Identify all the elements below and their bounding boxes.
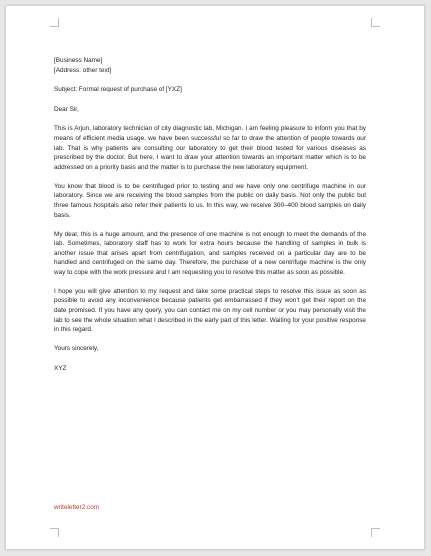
paragraph-4: I hope you will give attention to my request and take some practical steps to resolve this issue as soon as possible to avoid any inconvenience because patients get embarrassed if they won’t get their report on the date promised. If you have any query, you can contact me on my cell number or you may personally visit the lab to see the whole situation what I described in the early part of this letter. Waiting for your positive response in this regard. bbox=[54, 287, 366, 334]
salutation: Dear Sir, bbox=[54, 105, 79, 113]
letter-body bbox=[54, 56, 366, 373]
sender-address: [Address: other text] bbox=[54, 66, 112, 74]
corner-mark bbox=[50, 528, 59, 537]
closing: Yours sincerely, bbox=[54, 345, 99, 353]
paragraph-1: This is Arjun, laboratory technician of city diagnostic lab, Michigan. I am feeling pleasure to inform you that by means of efficient media usage, we have been successful so far to draw the attention of people towards our lab. That is why patients are consulting our laboratory to get their blood tested for various diseases as prescribed by the doctor. But here, I want to draw your attention towards an important matter which is to be addressed on a priority basis and the matter is to purchase the new laboratory equipment. bbox=[54, 125, 366, 171]
sender-name: [Business Name] bbox=[54, 57, 103, 64]
letter-subject: Subject: Formal request of purchase of [YXZ] bbox=[54, 86, 182, 94]
paragraph-2: You know that blood is to be centrifuged prior to testing and we have only one centrifuge machine in our laboratory. Since we are receiving the blood samples from the public on daily basis. Not only the public but three famous hospitals also refer their patients to us. In this way, we receive 300–400 blood samples on daily basis. bbox=[54, 182, 366, 219]
signature: XYZ bbox=[54, 364, 67, 372]
corner-mark bbox=[371, 18, 380, 27]
corner-mark bbox=[50, 18, 59, 27]
corner-mark bbox=[371, 528, 380, 537]
website-link[interactable]: writeletter2.com bbox=[54, 504, 100, 511]
paragraph-3: My dear, this is a huge amount, and the presence of one machine is not enough to meet the demands of the lab. Sometimes, laboratory staff has to work for extra hours because the handling of samples in bulk is another issue that arises apart from centrifugation, and samples received on a particular day are to be handled and centrifuged on the same day. Therefore, the purchase of a new centrifuge machine is the only way to cope with the work pressure and I am requesting you to resolve this matter as soon as possible. bbox=[54, 230, 366, 276]
